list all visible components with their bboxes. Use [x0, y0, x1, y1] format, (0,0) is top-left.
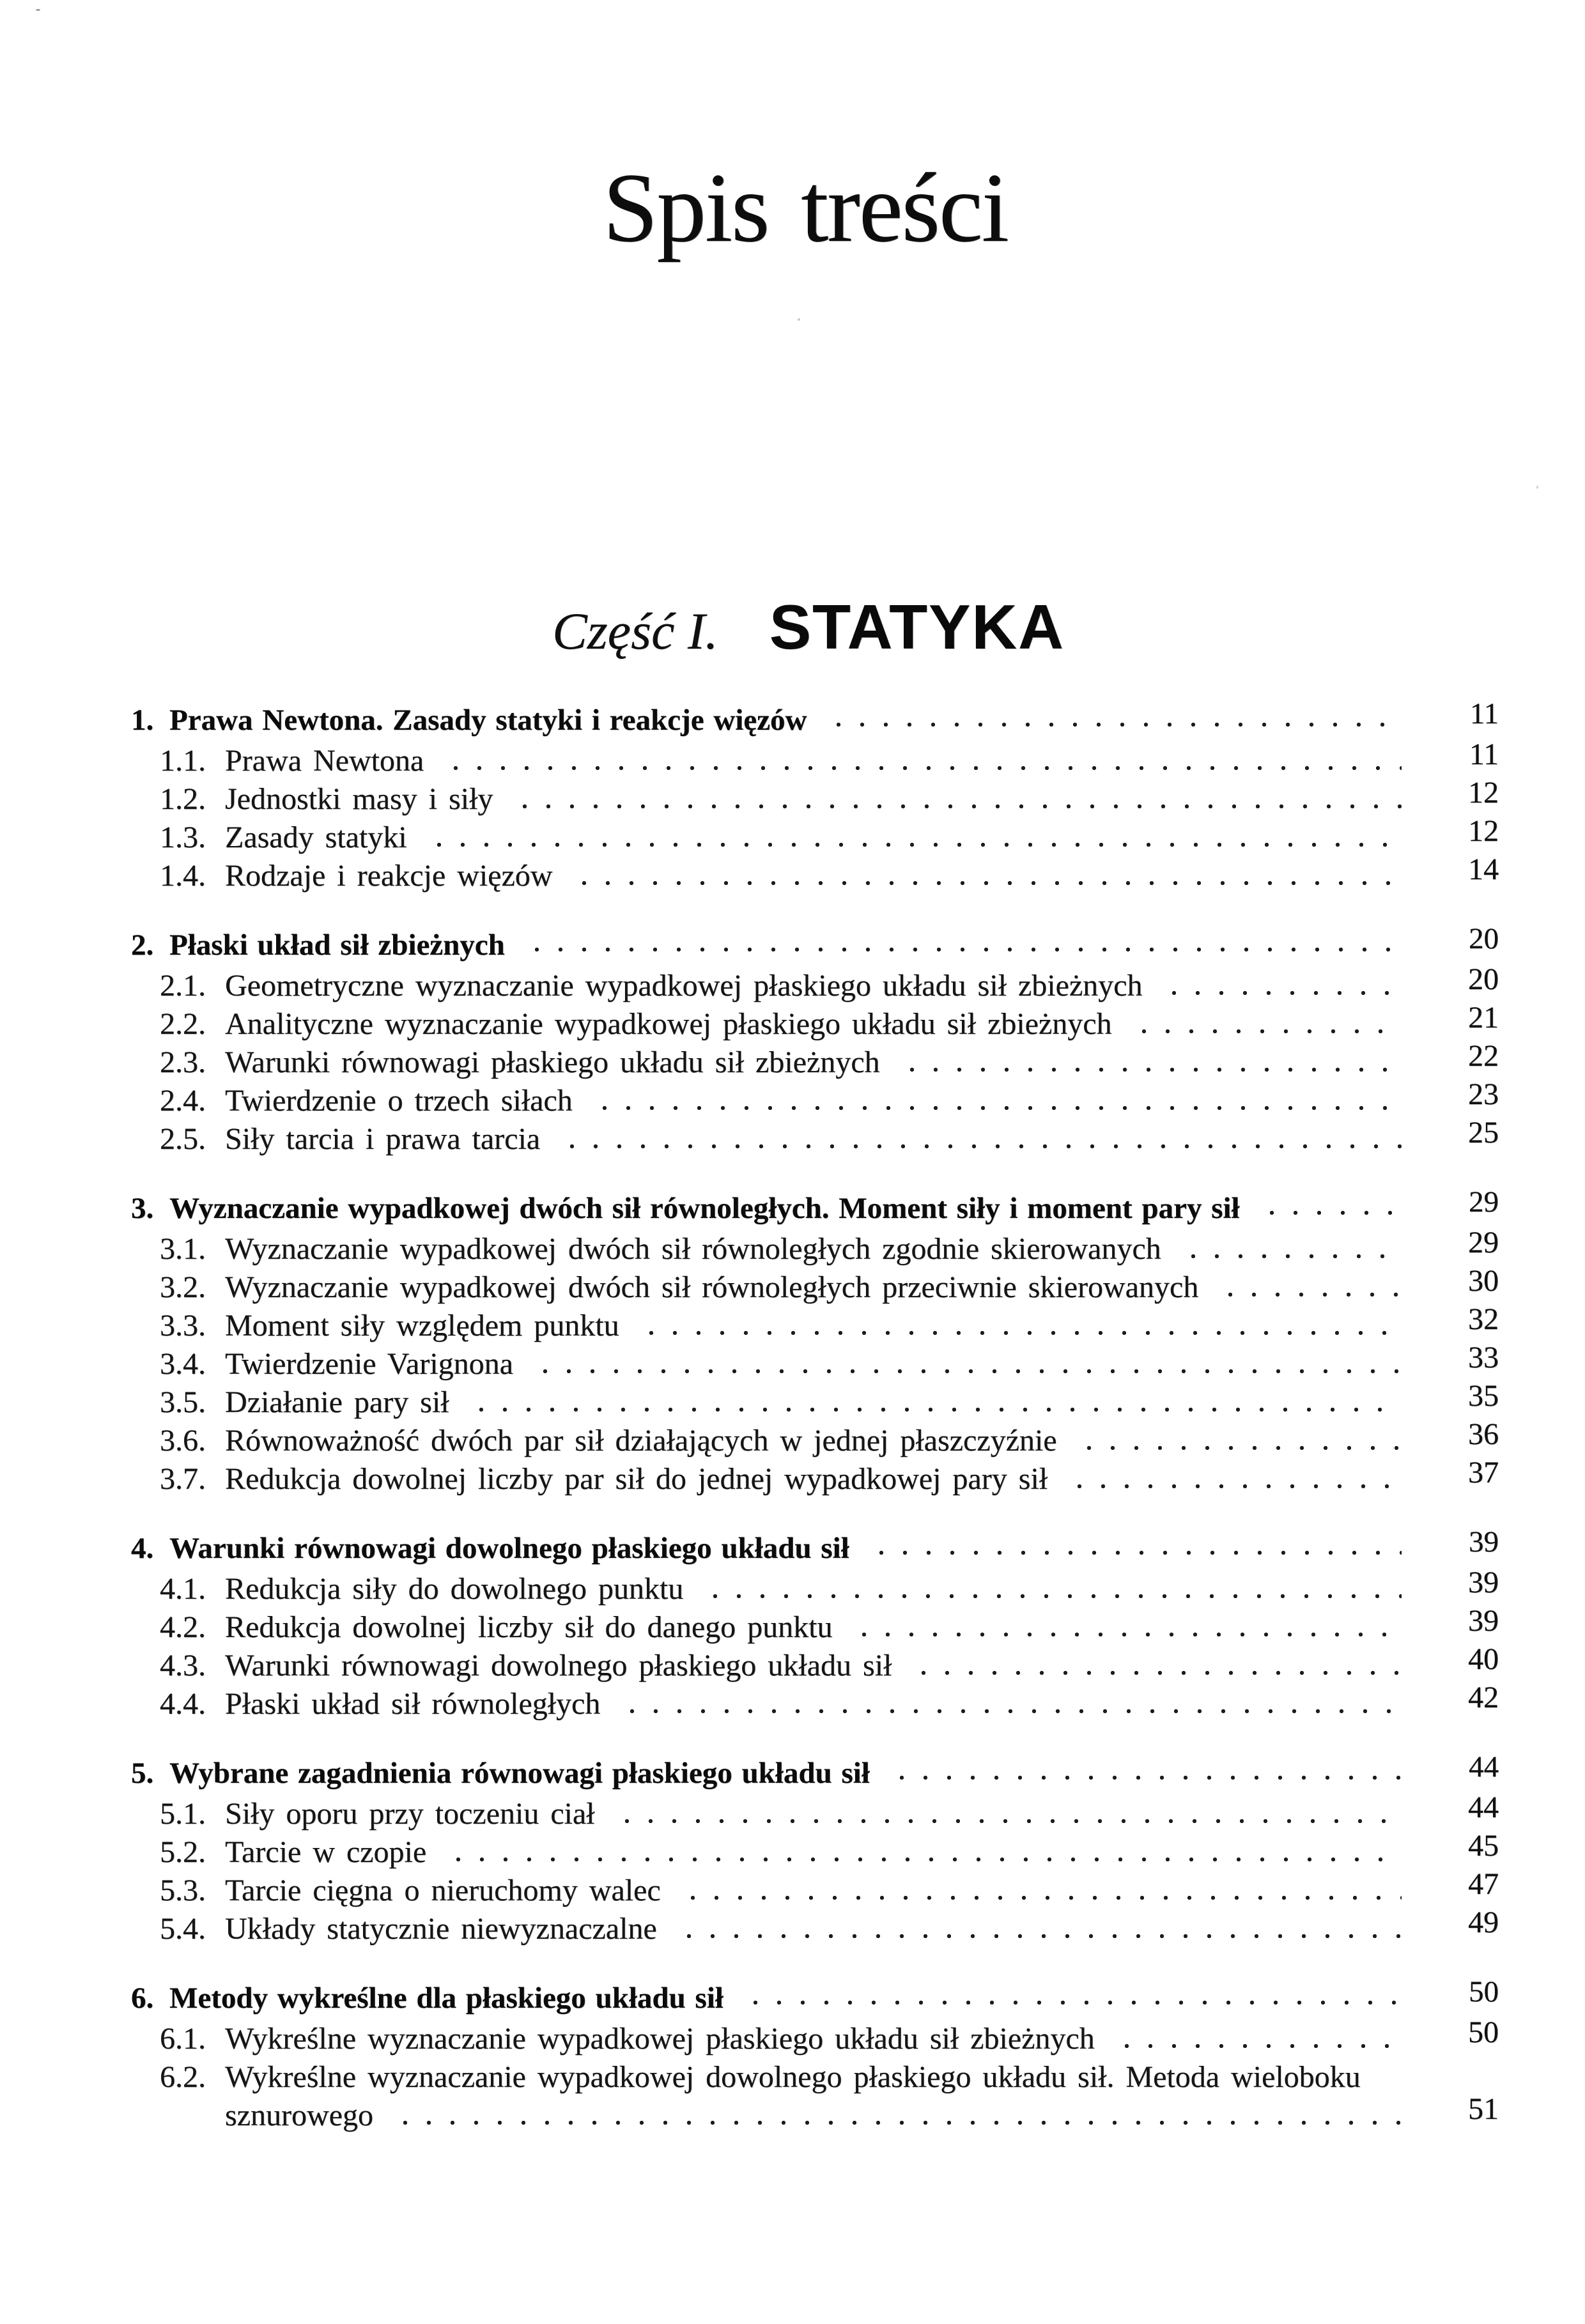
entry-title: Zasady statyki [225, 820, 407, 854]
toc-continuation-row [131, 2092, 1499, 2135]
entry-title: Wykreślne wyznaczanie wypadkowej płaskiego układu sił zbieżnych [225, 2022, 1095, 2056]
dot-leader [1135, 1005, 1402, 1043]
toc-section [131, 1976, 1499, 2135]
dot-leader [430, 819, 1402, 857]
entry-title: Prawa Newtona. Zasady statyki i reakcje więzów [169, 704, 807, 737]
toc-sub-row [131, 1566, 1499, 1608]
page-number: 33 [1468, 1341, 1499, 1374]
dot-leader [903, 1043, 1402, 1082]
dot-leader [536, 1345, 1402, 1383]
entry-title: Wyznaczanie wypadkowej dwóch sił równoległych zgodnie skierowanych [225, 1232, 1161, 1266]
entry-number: 3.5. [160, 1385, 206, 1419]
page-number: 50 [1468, 2015, 1499, 2049]
dot-leader [447, 742, 1402, 780]
dot-leader [623, 1685, 1402, 1723]
toc-chapter-row [131, 1187, 1499, 1230]
entry-title: Wyznaczanie wypadkowej dwóch sił równoległych. Moment siły i moment pary sił [169, 1192, 1240, 1225]
entry-number: 5.4. [160, 1912, 206, 1946]
toc-chapter-row [131, 923, 1499, 967]
page-number: 14 [1468, 852, 1499, 886]
dot-leader [449, 1833, 1402, 1872]
entry-number: 3.1. [160, 1232, 206, 1266]
toc-chapter-row [131, 1751, 1499, 1795]
entry-number: 5.1. [160, 1797, 206, 1831]
entry-number: 5.3. [160, 1874, 206, 1907]
entry-number: 6.2. [160, 2060, 206, 2094]
page-number: 25 [1468, 1116, 1499, 1150]
entry-title-continuation: sznurowego [225, 2098, 373, 2132]
page-number: 12 [1468, 776, 1499, 810]
page-number: 20 [1469, 922, 1499, 955]
entry-number: 2.5. [160, 1122, 206, 1156]
page-number: 45 [1468, 1829, 1499, 1863]
page-title: Spis treści [603, 153, 1008, 263]
entry-title: Działanie pary sił [225, 1385, 449, 1419]
toc-sub-row [131, 1604, 1499, 1647]
page-number: 44 [1469, 1750, 1499, 1783]
entry-title: Tarcie w czopie [225, 1835, 427, 1869]
page-number: 11 [1469, 737, 1499, 771]
toc-section [131, 1187, 1499, 1498]
entry-title: Jednostki masy i siły [225, 782, 493, 816]
entry-number: 1. [131, 704, 154, 737]
toc-chapter-row [131, 1976, 1499, 2020]
entry-number: 1.1. [160, 744, 206, 778]
dot-leader [596, 1082, 1402, 1120]
page-number: 30 [1468, 1264, 1499, 1298]
toc-sub-row [131, 1039, 1499, 1082]
entry-number: 2. [131, 928, 154, 962]
page-number: 51 [1468, 2092, 1499, 2126]
entry-title: Redukcja dowolnej liczby sił do danego punktu [225, 1610, 833, 1644]
page-number: 49 [1468, 1905, 1499, 1939]
toc-sub-row [131, 1379, 1499, 1422]
toc-section [131, 1527, 1499, 1723]
page-number: 36 [1468, 1417, 1499, 1451]
entry-title: Płaski układ sił równoległych [225, 1687, 601, 1721]
scan-speck [798, 318, 800, 321]
toc-chapter-row [131, 1527, 1499, 1570]
toc-sub-row [131, 1302, 1499, 1345]
entry-title: Twierdzenie o trzech siłach [225, 1084, 573, 1118]
entry-title: Siły oporu przy toczeniu ciał [225, 1797, 595, 1831]
page-number: 39 [1468, 1566, 1499, 1599]
toc-section [131, 698, 1499, 895]
page-number: 22 [1468, 1039, 1499, 1073]
page-number: 39 [1469, 1525, 1499, 1558]
toc-sub-row [131, 1116, 1499, 1158]
entry-number: 4. [131, 1532, 154, 1565]
dot-leader [642, 1307, 1402, 1345]
page-number: 50 [1469, 1975, 1499, 2008]
entry-number: 3.4. [160, 1347, 206, 1381]
toc-sub-row [131, 776, 1499, 819]
toc-sub-row [131, 1905, 1499, 1948]
entry-number: 1.4. [160, 859, 206, 893]
page-number: 29 [1468, 1226, 1499, 1259]
toc-sub-row [131, 852, 1499, 895]
dot-leader [746, 1976, 1402, 2020]
entry-title: Warunki równowagi dowolnego płaskiego układu sił [225, 1649, 892, 1682]
entry-title: Równoważność dwóch par sił działających w jednej płaszczyźnie [225, 1424, 1057, 1458]
dot-leader [472, 1383, 1402, 1422]
part-heading [552, 591, 1065, 663]
toc-sub-row [131, 1790, 1499, 1833]
entry-title: Rodzaje i reakcje więzów [225, 859, 553, 893]
dot-leader [396, 2097, 1402, 2135]
toc-sub-row [131, 1681, 1499, 1723]
dot-leader [855, 1608, 1402, 1647]
entry-title: Wybrane zagadnienia równowagi płaskiego układu sił [169, 1757, 870, 1790]
page-number: 40 [1468, 1642, 1499, 1676]
entry-number: 4.3. [160, 1649, 206, 1682]
toc-section [131, 1751, 1499, 1948]
entry-number: 3.3. [160, 1309, 206, 1343]
entry-number: 4.4. [160, 1687, 206, 1721]
toc-sub-row [131, 1264, 1499, 1307]
dot-leader [915, 1647, 1402, 1685]
page-number: 47 [1468, 1867, 1499, 1901]
entry-title: Twierdzenie Varignona [225, 1347, 513, 1381]
dot-leader [575, 857, 1402, 895]
page-number: 37 [1468, 1456, 1499, 1489]
entry-title: Wyznaczanie wypadkowej dwóch sił równoległych przeciwnie skierowanych [225, 1270, 1199, 1304]
dot-leader [563, 1120, 1402, 1158]
entry-number: 1.3. [160, 820, 206, 854]
entry-title: Płaski układ sił zbieżnych [169, 928, 505, 962]
entry-number: 3.6. [160, 1424, 206, 1458]
page-number: 35 [1468, 1379, 1499, 1413]
toc-sub-row [131, 1642, 1499, 1685]
entry-number: 2.2. [160, 1007, 206, 1041]
entry-title: Metody wykreślne dla płaskiego układu sił [169, 1982, 723, 2015]
page-number: 42 [1468, 1681, 1499, 1714]
entry-title: Warunki równowagi płaskiego układu sił zbieżnych [225, 1045, 880, 1079]
entry-title: Redukcja siły do dowolnego punktu [225, 1572, 684, 1606]
entry-number: 3. [131, 1192, 154, 1225]
toc-sub-row [131, 2015, 1499, 2058]
entry-title: Analityczne wyznaczanie wypadkowej płaskiego układu sił zbieżnych [225, 1007, 1112, 1041]
toc [131, 698, 1499, 2135]
dot-leader [1263, 1187, 1402, 1230]
toc-sub-row [131, 1456, 1499, 1498]
page-number: 21 [1468, 1001, 1499, 1035]
dot-leader [1071, 1460, 1402, 1498]
dot-leader [618, 1795, 1402, 1833]
dot-leader [528, 923, 1402, 967]
dot-leader [516, 780, 1402, 819]
part-name: STATYKA [769, 592, 1065, 662]
dot-leader [684, 1872, 1402, 1910]
entry-number: 3.2. [160, 1270, 206, 1304]
entry-number: 6.1. [160, 2022, 206, 2056]
entry-title: Tarcie cięgna o nieruchomy walec [225, 1874, 661, 1907]
entry-number: 3.7. [160, 1462, 206, 1496]
page-number: 23 [1468, 1077, 1499, 1111]
dot-leader [1118, 2020, 1402, 2058]
toc-sub-row [131, 1867, 1499, 1910]
entry-title: Redukcja dowolnej liczby par sił do jednej wypadkowej pary sił [225, 1462, 1048, 1496]
toc-sub-row [131, 1077, 1499, 1120]
dot-leader [706, 1570, 1402, 1608]
toc-sub-row [131, 1417, 1499, 1460]
entry-number: 2.3. [160, 1045, 206, 1079]
dot-leader [1080, 1422, 1402, 1460]
toc-sub-row [131, 1341, 1499, 1383]
entry-number: 2.4. [160, 1084, 206, 1118]
entry-number: 1.2. [160, 782, 206, 816]
entry-title: Warunki równowagi dowolnego płaskiego układu sił [169, 1532, 849, 1565]
dot-leader [1221, 1268, 1402, 1307]
page-number: 20 [1468, 962, 1499, 996]
toc-sub-row [131, 737, 1499, 780]
page-number: 29 [1469, 1185, 1499, 1219]
part-label: Część I. [552, 602, 718, 660]
entry-number: 5.2. [160, 1835, 206, 1869]
entry-title: Geometryczne wyznaczanie wypadkowej płaskiego układu sił zbieżnych [225, 969, 1143, 1003]
entry-title: Siły tarcia i prawa tarcia [225, 1122, 541, 1156]
toc-sub-row [131, 1829, 1499, 1872]
page-number: 39 [1468, 1604, 1499, 1638]
scan-speck [1536, 486, 1538, 489]
toc-sub-row [131, 1226, 1499, 1268]
entry-title: Prawa Newtona [225, 744, 424, 778]
page-number: 11 [1469, 697, 1499, 730]
scan-speck [36, 9, 40, 11]
page-number: 32 [1468, 1302, 1499, 1336]
dot-leader [680, 1910, 1402, 1948]
dot-leader [1165, 967, 1402, 1005]
entry-number: 4.2. [160, 1610, 206, 1644]
toc-sub-row [131, 814, 1499, 857]
toc-sub-row [131, 962, 1499, 1005]
entry-title: Moment siły względem punktu [225, 1309, 619, 1343]
dot-leader [893, 1751, 1402, 1795]
toc-sub-row [131, 1001, 1499, 1043]
entry-number: 6. [131, 1982, 154, 2015]
entry-number: 4.1. [160, 1572, 206, 1606]
entry-title: Układy statycznie niewyznaczalne [225, 1912, 657, 1946]
toc-chapter-row [131, 698, 1499, 742]
toc-section [131, 923, 1499, 1158]
dot-leader [1184, 1230, 1402, 1268]
page-number: 44 [1468, 1790, 1499, 1824]
dot-leader [830, 698, 1402, 742]
entry-title: Wykreślne wyznaczanie wypadkowej dowolnego płaskiego układu sił. Metoda wieloboku [225, 2060, 1361, 2094]
entry-number: 2.1. [160, 969, 206, 1003]
dot-leader [872, 1527, 1402, 1570]
toc-sub-row [131, 2058, 1499, 2097]
entry-number: 5. [131, 1757, 154, 1790]
page-number: 12 [1468, 814, 1499, 848]
